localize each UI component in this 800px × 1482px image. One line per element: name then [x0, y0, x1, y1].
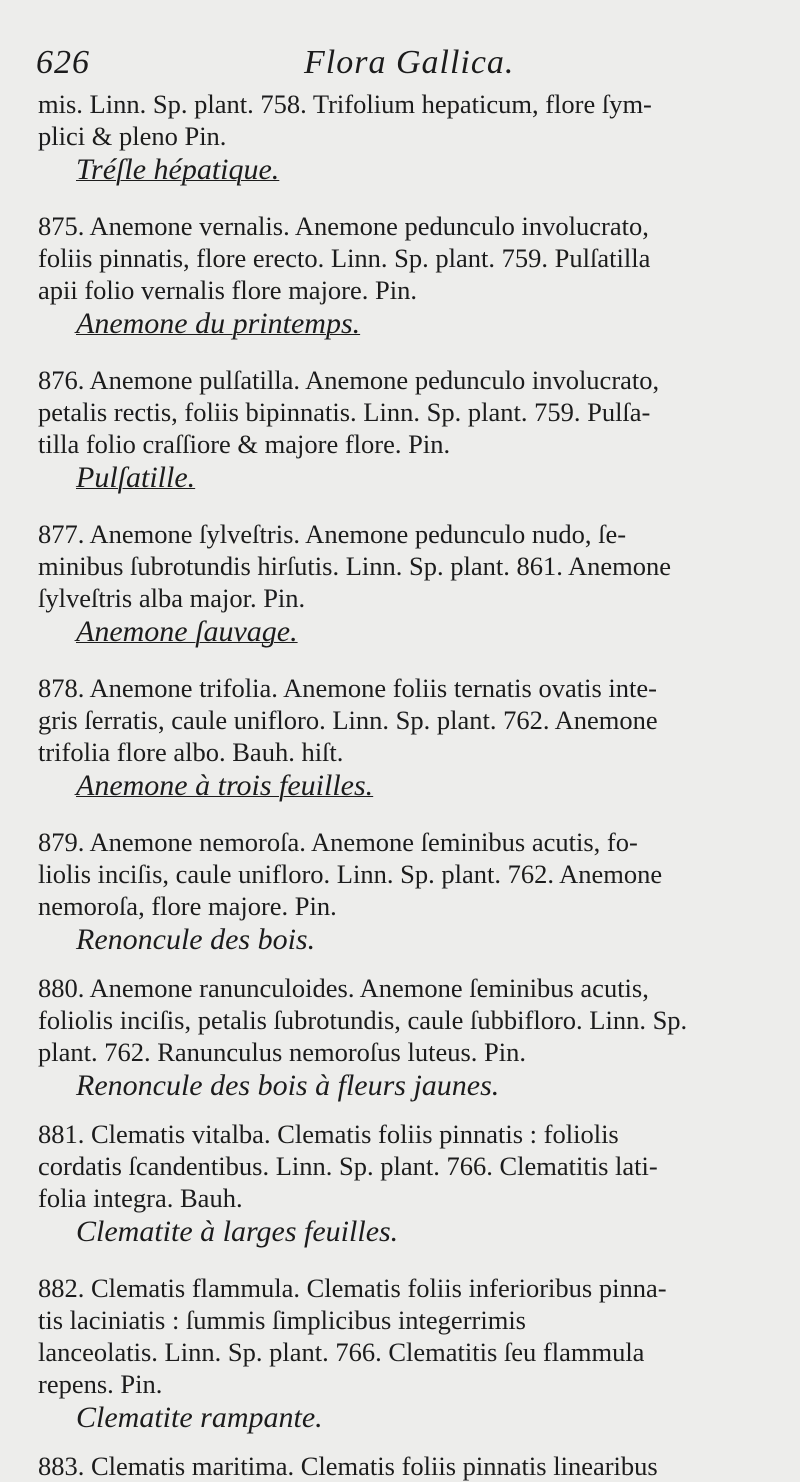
intro-block [38, 88, 788, 188]
text-line: 879. Anemone nemoroſa. Anemone ſeminibus acutis, fo- [38, 827, 638, 857]
page-body [38, 88, 788, 1482]
running-head: Flora Gallica. [304, 44, 515, 81]
french-name: Renoncule des bois à fleurs jaunes. [76, 1069, 500, 1102]
text-line: mis. Linn. Sp. plant. 758. Trifolium hepaticum, flore ſym- [38, 89, 652, 119]
entry-880 [38, 972, 788, 1104]
text-line: 880. Anemone ranunculoides. Anemone ſeminibus acutis, [38, 973, 649, 1003]
spacer [38, 650, 788, 672]
text-line: plici & pleno Pin. [38, 121, 227, 151]
spacer [38, 342, 788, 364]
text-line: lanceolatis. Linn. Sp. plant. 766. Clematitis ſeu flammula [38, 1337, 645, 1367]
text-line: foliis pinnatis, flore erecto. Linn. Sp. plant. 759. Pulſatilla [38, 243, 651, 273]
spacer [38, 1250, 788, 1272]
entry-883 [38, 1450, 788, 1482]
text-line: 876. Anemone pulſatilla. Anemone pedunculo involucrato, [38, 365, 660, 395]
text-line: 878. Anemone trifolia. Anemone foliis ternatis ovatis inte- [38, 673, 657, 703]
text-line: 882. Clematis flammula. Clematis foliis inferioribus pinna- [38, 1273, 667, 1303]
text-line: 881. Clematis vitalba. Clematis foliis pinnatis : foliolis [38, 1119, 619, 1149]
text-line: repens. Pin. [38, 1369, 163, 1399]
entry-875 [38, 210, 788, 342]
text-line: gris ſerratis, caule unifloro. Linn. Sp. plant. 762. Anemone [38, 705, 658, 735]
french-name: Clematite à larges feuilles. [76, 1215, 399, 1248]
french-name: Pulſatille. [76, 461, 196, 494]
text-line: ſylveſtris alba major. Pin. [38, 583, 306, 613]
french-name: Renoncule des bois. [76, 923, 316, 956]
text-line: 883. Clematis maritima. Clematis foliis pinnatis linearibus [38, 1451, 658, 1481]
text-line: folia integra. Bauh. [38, 1183, 243, 1213]
text-line: 877. Anemone ſylveſtris. Anemone pedunculo nudo, ſe- [38, 519, 627, 549]
spacer [38, 958, 788, 972]
text-line: tilla folio craſſiore & majore flore. Pin. [38, 429, 451, 459]
text-line: cordatis ſcandentibus. Linn. Sp. plant. 766. Clematitis lati- [38, 1151, 658, 1181]
text-line: nemoroſa, flore majore. Pin. [38, 891, 337, 921]
spacer [38, 1104, 788, 1118]
entry-882 [38, 1272, 788, 1436]
entry-881 [38, 1118, 788, 1250]
entry-878 [38, 672, 788, 804]
text-line: apii folio vernalis flore majore. Pin. [38, 275, 417, 305]
text-line: tis laciniatis : ſummis ſimplicibus integerrimis [38, 1305, 526, 1335]
text-line: 875. Anemone vernalis. Anemone pedunculo involucrato, [38, 211, 649, 241]
text-line: trifolia flore albo. Bauh. hiſt. [38, 737, 344, 767]
text-line: foliolis inciſis, petalis ſubrotundis, caule ſubbifloro. Linn. Sp. [38, 1005, 688, 1035]
text-line: petalis rectis, foliis bipinnatis. Linn. Sp. plant. 759. Pulſa- [38, 397, 651, 427]
french-name: Clematite rampante. [76, 1401, 323, 1434]
text-line: plant. 762. Ranunculus nemoroſus luteus. Pin. [38, 1037, 527, 1067]
page-number: 626 [36, 44, 90, 81]
spacer [38, 188, 788, 210]
french-name: Anemone à trois feuilles. [76, 769, 374, 802]
text-line: minibus ſubrotundis hirſutis. Linn. Sp. plant. 861. Anemone [38, 551, 672, 581]
french-name: Tréſle hépatique. [76, 153, 280, 186]
entry-879 [38, 826, 788, 958]
text-line: liolis inciſis, caule unifloro. Linn. Sp. plant. 762. Anemone [38, 859, 663, 889]
entry-876 [38, 364, 788, 496]
spacer [38, 804, 788, 826]
entry-877 [38, 518, 788, 650]
page-header [36, 44, 776, 90]
french-name: Anemone du printemps. [76, 307, 361, 340]
french-name: Anemone ſauvage. [76, 615, 298, 648]
spacer [38, 1436, 788, 1450]
spacer [38, 496, 788, 518]
